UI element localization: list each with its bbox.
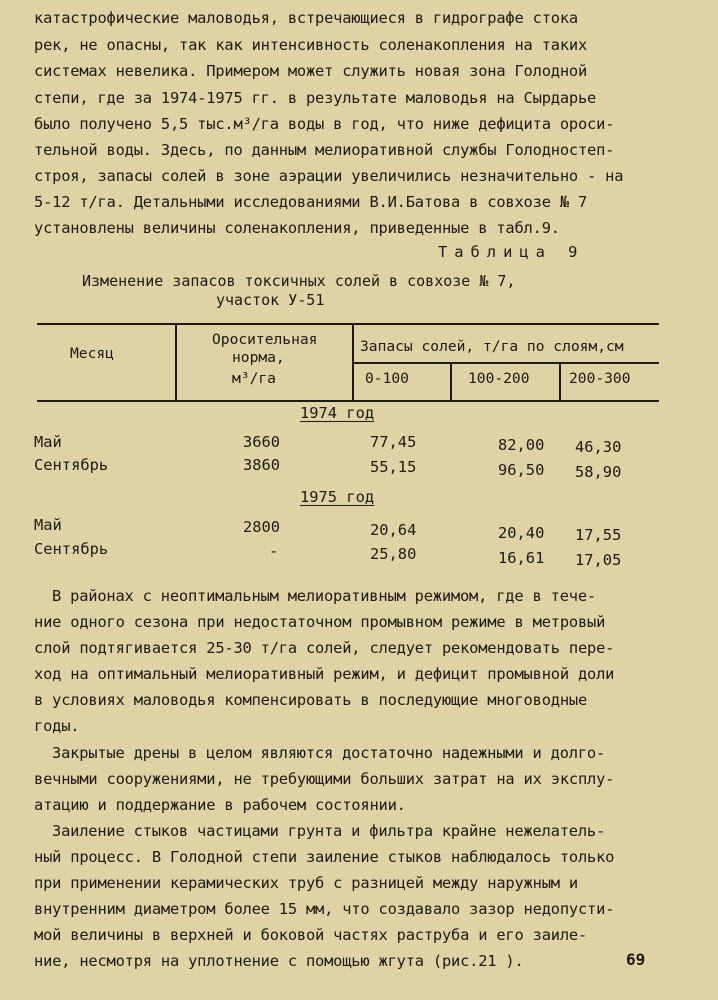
- header-month: Месяц: [70, 345, 114, 362]
- table-col-divider-3: [450, 363, 452, 402]
- cell-layer1: 55,15: [370, 458, 417, 476]
- cell-layer2: 16,61: [498, 549, 545, 567]
- paragraph3-line-3: атацию и поддержание в рабочем состоянии.: [34, 796, 406, 814]
- paragraph4-line-3: при применении керамических труб с разницей между наружным и: [34, 874, 578, 892]
- paragraph1-line-6: тельной воды. Здесь, по данным мелиоративной службы Голодностеп-: [34, 141, 615, 159]
- table-header-bottom-rule: [37, 400, 659, 402]
- paragraph4-line-2: ный процесс. В Голодной степи заиление стыков наблюдалось только: [34, 848, 615, 866]
- cell-layer2: 82,00: [498, 436, 545, 454]
- cell-norm: -: [269, 542, 279, 560]
- table-label: Таблица 9: [438, 243, 585, 261]
- table-caption-line-1: Изменение запасов токсичных солей в совхозе № 7,: [82, 272, 516, 290]
- cell-layer2: 20,40: [498, 524, 545, 542]
- paragraph3-line-2: вечными сооружениями, не требующими больших затрат на их эксплу-: [34, 770, 615, 788]
- header-salt-stocks: Запасы солей, т/га по слоям,см: [360, 338, 624, 355]
- paragraph1-line-8: 5-12 т/га. Детальными исследованиями В.И.Батова в совхозе № 7: [34, 193, 588, 211]
- paragraph2-line-6: годы.: [34, 717, 80, 735]
- table-caption-line-2: участок У-51: [216, 291, 325, 309]
- cell-norm: 3660: [243, 433, 281, 451]
- table-col-divider-4: [559, 363, 561, 402]
- paragraph1-line-9: установлены величины соленакопления, приведенные в табл.9.: [34, 219, 560, 237]
- cell-norm: 3860: [243, 456, 281, 474]
- table-col-divider-1: [175, 323, 177, 402]
- cell-norm: 2800: [243, 518, 281, 536]
- header-norm-line-1: Оросительная: [212, 331, 318, 348]
- cell-month: Сентябрь: [34, 456, 109, 474]
- header-norm-line-3: м³/га: [232, 370, 276, 387]
- cell-month: Май: [34, 516, 62, 534]
- table-subheader-rule: [352, 362, 659, 364]
- cell-layer1: 77,45: [370, 433, 417, 451]
- year-heading-1974: 1974 год: [300, 404, 375, 422]
- paragraph4-line-5: мой величины в верхней и боковой частях раструба и его заиле-: [34, 926, 588, 944]
- paragraph1-line-3: системах невелика. Примером может служить новая зона Голодной: [34, 62, 588, 80]
- table-col-divider-2: [352, 323, 354, 402]
- paragraph1-line-2: рек, не опасны, так как интенсивность соленакопления на таких: [34, 36, 588, 54]
- header-layer-100-200: 100-200: [468, 370, 530, 387]
- cell-layer3: 58,90: [575, 463, 622, 481]
- year-heading-1975: 1975 год: [300, 488, 375, 506]
- paragraph2-line-3: слой подтягивается 25-30 т/га солей, следует рекомендовать пере-: [34, 639, 615, 657]
- paragraph1-line-7: строя, запасы солей в зоне аэрации увеличились незначительно - на: [34, 167, 624, 185]
- cell-layer1: 25,80: [370, 545, 417, 563]
- header-norm-line-2: норма,: [232, 349, 285, 366]
- paragraph4-line-1: Заиление стыков частицами грунта и фильтра крайне нежелатель-: [52, 822, 606, 840]
- cell-month: Май: [34, 433, 62, 451]
- table-top-rule: [37, 323, 659, 325]
- header-layer-200-300: 200-300: [569, 370, 631, 387]
- cell-layer3: 17,55: [575, 526, 622, 544]
- paragraph2-line-5: в условиях маловодья компенсировать в последующие многоводные: [34, 691, 588, 709]
- header-layer-0-100: 0-100: [365, 370, 409, 387]
- paragraph3-line-1: Закрытые дрены в целом являются достаточно надежными и долго-: [52, 744, 606, 762]
- page-number: 69: [626, 950, 646, 969]
- paragraph1-line-1: катастрофические маловодья, встречающиеся в гидрографе стока: [34, 9, 578, 27]
- paragraph2-line-1: В районах с неоптимальным мелиоративным режимом, где в тече-: [52, 587, 596, 605]
- paragraph4-line-6: ние, несмотря на уплотнение с помощью жгута (рис.21 ).: [34, 952, 524, 970]
- paragraph1-line-5: было получено 5,5 тыс.м³/га воды в год, что ниже дефицита ороси-: [34, 115, 615, 133]
- paragraph4-line-4: внутренним диаметром более 15 мм, что создавало зазор недопусти-: [34, 900, 615, 918]
- cell-layer2: 96,50: [498, 461, 545, 479]
- cell-layer3: 46,30: [575, 438, 622, 456]
- cell-layer1: 20,64: [370, 521, 417, 539]
- paragraph2-line-2: ние одного сезона при недостаточном промывном режиме в метровый: [34, 613, 606, 631]
- cell-month: Сентябрь: [34, 540, 109, 558]
- paragraph2-line-4: ход на оптимальный мелиоративный режим, и дефицит промывной доли: [34, 665, 615, 683]
- paragraph1-line-4: степи, где за 1974-1975 гг. в результате маловодья на Сырдарье: [34, 89, 597, 107]
- cell-layer3: 17,05: [575, 551, 622, 569]
